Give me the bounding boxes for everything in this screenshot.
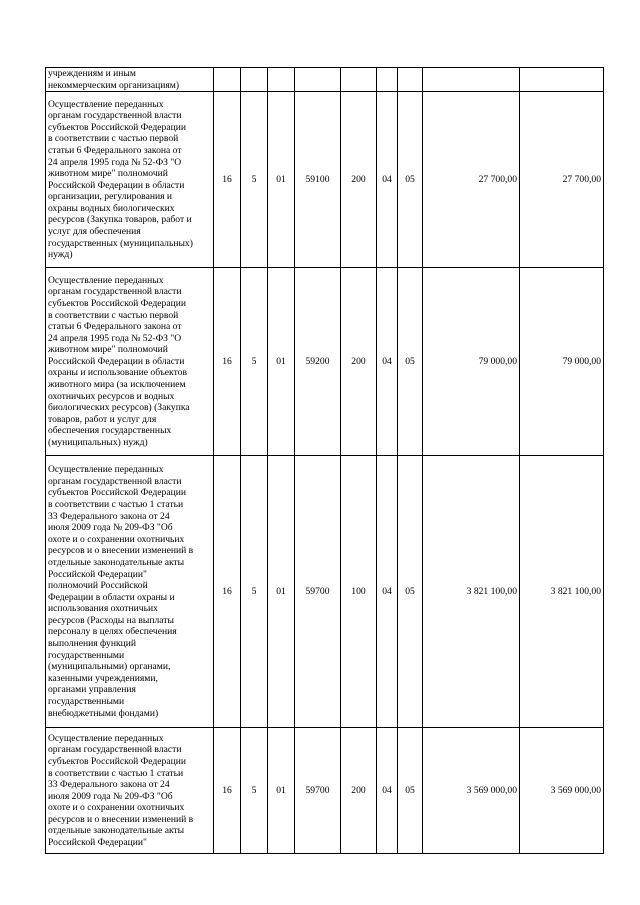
subprogram-code: 01 [268, 456, 295, 728]
table-row [46, 68, 604, 92]
expense-type-code: 200 [341, 92, 377, 268]
amount-total: 79 000,00 [520, 268, 604, 456]
amount-plan: 79 000,00 [423, 268, 520, 456]
program-code: 5 [241, 456, 268, 728]
expense-type-code: 100 [341, 456, 377, 728]
ministry-code: 16 [214, 268, 241, 456]
direction-code: 59700 [295, 456, 341, 728]
table-row [46, 268, 604, 456]
subprogram-code: 01 [268, 268, 295, 456]
subprogram-code: 01 [268, 92, 295, 268]
row-description: Осуществление переданных органам государственной власти субъектов Российской Федерации в соответствии с частью первой статьи 6 Федерального закона от 24 апреля 1995 года № 52-ФЗ "О животном мире" полномочий Российской Федерации в области организации, регулирования и охраны водных биологических ресурсов (Закупка товаров, работ и услуг для обеспечения государственных (муниципальных) нужд) [46, 92, 214, 268]
direction-code: 59100 [295, 92, 341, 268]
amount-total [520, 68, 604, 92]
direction-code: 59200 [295, 268, 341, 456]
table-row [46, 728, 604, 854]
direction-code: 59700 [295, 728, 341, 854]
direction-code [295, 68, 341, 92]
row-description: учреждениям и иным некоммерческим организациям) [46, 68, 214, 92]
subprogram-code: 01 [268, 728, 295, 854]
section-code: 04 [377, 728, 398, 854]
ministry-code: 16 [214, 456, 241, 728]
subsection-code: 05 [398, 456, 423, 728]
section-code: 04 [377, 268, 398, 456]
section-code: 04 [377, 456, 398, 728]
subprogram-code [268, 68, 295, 92]
amount-total: 3 821 100,00 [520, 456, 604, 728]
table-row [46, 456, 604, 728]
program-code: 5 [241, 268, 268, 456]
amount-plan [423, 68, 520, 92]
program-code: 5 [241, 92, 268, 268]
amount-plan: 27 700,00 [423, 92, 520, 268]
subsection-code: 05 [398, 728, 423, 854]
subsection-code [398, 68, 423, 92]
subsection-code: 05 [398, 92, 423, 268]
amount-total: 3 569 000,00 [520, 728, 604, 854]
amount-total: 27 700,00 [520, 92, 604, 268]
amount-plan: 3 569 000,00 [423, 728, 520, 854]
section-code: 04 [377, 92, 398, 268]
expense-type-code: 200 [341, 728, 377, 854]
ministry-code: 16 [214, 92, 241, 268]
subsection-code: 05 [398, 268, 423, 456]
ministry-code: 16 [214, 728, 241, 854]
table-row [46, 92, 604, 268]
row-description: Осуществление переданных органам государственной власти субъектов Российской Федерации в соответствии с частью первой статьи 6 Федерального закона от 24 апреля 1995 года № 52-ФЗ "О животном мире" полномочий Российской Федерации в области охраны и использование объектов животного мира (за исключением охотничьих ресурсов и водных биологических ресурсов) (Закупка товаров, работ и услуг для обеспечения государственных (муниципальных) нужд) [46, 268, 214, 456]
section-code [377, 68, 398, 92]
ministry-code [214, 68, 241, 92]
expense-type-code [341, 68, 377, 92]
expense-type-code: 200 [341, 268, 377, 456]
program-code [241, 68, 268, 92]
program-code: 5 [241, 728, 268, 854]
amount-plan: 3 821 100,00 [423, 456, 520, 728]
row-description: Осуществление переданных органам государственной власти субъектов Российской Федерации в соответствии с частью 1 статьи 33 Федерального закона от 24 июля 2009 года № 209-ФЗ "Об охоте и о сохранении охотничьих ресурсов и о внесении изменений в отдельные законодательные акты Российской Федерации" полномочий Российской Федерации в области охраны и использования охотничьих ресурсов (Расходы на выплаты персоналу в целях обеспечения выполнения функций государственными (муниципальными) органами, казенными учреждениями, органами управления государственными внебюджетными фондами) [46, 456, 214, 728]
row-description: Осуществление переданных органам государственной власти субъектов Российской Федерации в соответствии с частью 1 статьи 33 Федерального закона от 24 июля 2009 года № 209-ФЗ "Об охоте и о сохранении охотничьих ресурсов и о внесении изменений в отдельные законодательные акты Российской Федерации" [46, 728, 214, 854]
budget-table [45, 67, 604, 854]
